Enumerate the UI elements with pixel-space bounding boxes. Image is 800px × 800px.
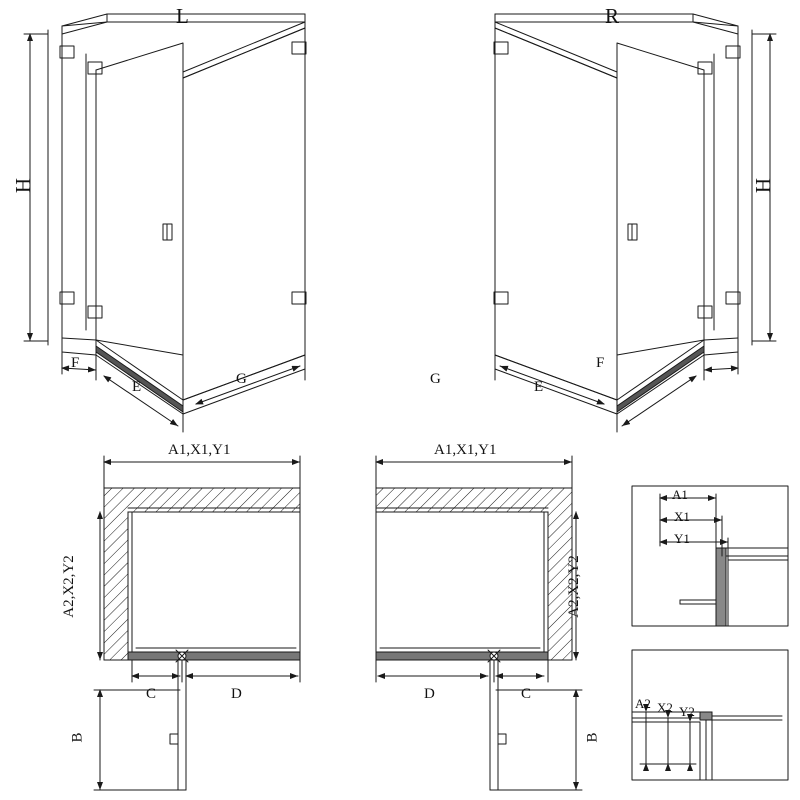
- dim-g-left: G: [236, 371, 247, 387]
- dim-c-right: C: [521, 686, 532, 702]
- dim-a1x1y1-right: A1,X1,Y1: [434, 442, 497, 458]
- dim-a1x1y1-left: A1,X1,Y1: [168, 442, 231, 458]
- dim-f-left: F: [71, 355, 80, 371]
- dim-c-left: C: [146, 686, 157, 702]
- label-right-variant: R: [605, 4, 620, 28]
- dim-x2-detail: X2: [657, 700, 673, 715]
- dim-y1-detail: Y1: [674, 531, 690, 546]
- dim-a2x2y2-left: A2,X2,Y2: [60, 555, 77, 618]
- dim-a1-detail: A1: [672, 487, 688, 502]
- dim-d-left: D: [231, 686, 242, 702]
- dim-e-left: E: [132, 379, 142, 395]
- dim-b-left: B: [69, 732, 86, 743]
- dim-x1-detail: X1: [674, 509, 690, 524]
- dim-b-right: B: [584, 732, 601, 743]
- dim-e-right: E: [534, 379, 544, 395]
- detail-top-view: [632, 486, 788, 626]
- dim-a2-detail: A2: [635, 696, 651, 711]
- dim-d-right: D: [424, 686, 435, 702]
- dim-h-left: H: [11, 177, 36, 194]
- label-left-variant: L: [176, 4, 189, 28]
- dim-h-right: H: [751, 177, 776, 194]
- iso-left-view: [24, 14, 306, 432]
- iso-right-view: [494, 14, 776, 432]
- detail-bottom-view: [632, 650, 788, 780]
- dim-y2-detail: Y2: [679, 704, 695, 719]
- dim-g-right: G: [430, 371, 441, 387]
- plan-right-view: [376, 456, 582, 790]
- dim-f-right: F: [596, 355, 605, 371]
- plan-left-view: [94, 456, 300, 790]
- dim-a2x2y2-right: A2,X2,Y2: [565, 555, 582, 618]
